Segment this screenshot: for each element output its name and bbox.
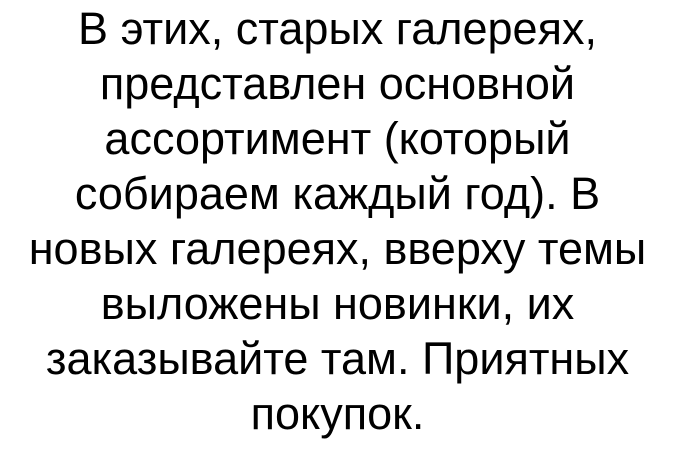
text-line: выложены новинки, их: [100, 278, 575, 329]
text-line: заказывайте там. Приятных: [45, 333, 630, 384]
text-line: ассортимент (который: [104, 113, 571, 164]
text-line: покупок.: [250, 388, 425, 439]
text-line: новых галереях, вверху темы: [28, 223, 647, 274]
text-line: В этих, старых галереях,: [78, 3, 597, 54]
text-line: собираем каждый год). В: [74, 168, 601, 219]
text-line: представлен основной: [99, 58, 576, 109]
